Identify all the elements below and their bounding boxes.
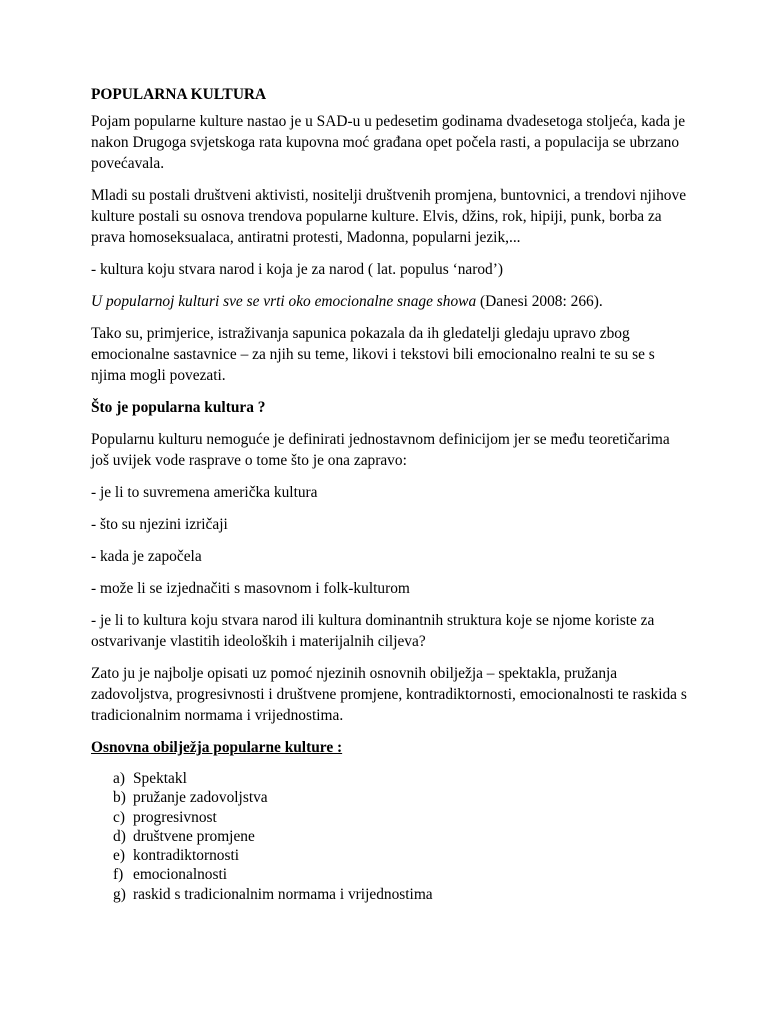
section-heading-what-is: Što je popularna kultura ? [91, 399, 266, 416]
list-marker: e) [113, 847, 125, 865]
debate-item: - što su njezini izričaji [91, 516, 228, 533]
paragraph-intro: Popularnu kulturu nemoguće je definirati jednostavnom definicijom jer se među teoretičarima još uvijek vode rasprave o tome što je ona zapravo: [91, 431, 670, 469]
list-item [91, 827, 691, 846]
list-item-text: emocionalnosti [133, 866, 228, 884]
list-marker: f) [113, 866, 124, 884]
list-item [91, 885, 691, 904]
debate-item: - kada je započela [91, 548, 202, 565]
list-marker: b) [113, 789, 126, 807]
list-item [91, 865, 691, 884]
list-item-text: kontradiktornosti [133, 847, 240, 865]
list-item [91, 808, 691, 827]
features-list [91, 769, 691, 904]
list-item-text: progresivnost [133, 808, 217, 826]
list-item-text: društvene promjene [133, 827, 255, 845]
debate-item: - je li to kultura koju stvara narod ili kultura dominantnih struktura koje se njome koriste za ostvarivanje vlastitih ideoloških i materijalnih ciljeva? [91, 612, 655, 650]
list-item-text: raskid s tradicionalnim normama i vrijednostima [133, 885, 433, 903]
list-item [91, 788, 691, 807]
section-heading-features: Osnovna obilježja popularne kulture : [91, 739, 343, 756]
document-title: POPULARNA KULTURA [91, 86, 267, 103]
paragraph-soap-operas: Tako su, primjerice, istraživanja sapunica pokazala da ih gledatelji gledaju upravo zbog emocionalne sastavnice – za njih su teme, likovi i tekstovi bili emocionalno realni te su se s njima mogli povezati. [91, 325, 655, 384]
list-marker: g) [113, 885, 126, 903]
paragraph-youth: Mladi su postali društveni aktivisti, nositelji društvenih promjena, buntovnici, a trendovi njihove kulture postali su osnova trendova popularne kulture. Elvis, džins, rok, hipiji, punk, borba za prava homoseksualaca, antiratni protesti, Madonna, popularni jezik,... [91, 187, 687, 246]
paragraph-quote [91, 291, 691, 312]
list-item [91, 846, 691, 865]
debate-item: - je li to suvremena američka kultura [91, 484, 318, 501]
list-marker: c) [113, 808, 125, 826]
paragraph-origin: Pojam popularne kulture nastao je u SAD-u u pedesetim godinama dvadesetoga stoljeća, kada je nakon Drugoga svjetskoga rata kupovna moć građana opet počela rasti, a populacija se ubrzano povećavala. [91, 113, 686, 172]
list-marker: a) [113, 770, 125, 787]
document-body [91, 84, 691, 904]
quote-text: U popularnoj kulturi sve se vrti oko emocionalne snage showa [91, 293, 477, 310]
list-item-text: Spektakl [133, 770, 187, 787]
list-marker: d) [113, 827, 126, 845]
list-item [91, 769, 691, 788]
paragraph-definition: - kultura koju stvara narod i koja je za narod ( lat. populus ‘narod’) [91, 261, 503, 278]
paragraph-conclusion: Zato ju je najbolje opisati uz pomoć njezinih osnovnih obilježja – spektakla, pružanja zadovoljstva, progresivnosti i društvene promjene, kontradiktornosti, emocionalnosti te raskida s tradicionalnim normama i vrijednostima. [91, 665, 687, 724]
quote-citation: (Danesi 2008: 266). [476, 293, 603, 310]
list-item-text: pružanje zadovoljstva [133, 789, 268, 807]
debate-item: - može li se izjednačiti s masovnom i folk-kulturom [91, 580, 410, 597]
